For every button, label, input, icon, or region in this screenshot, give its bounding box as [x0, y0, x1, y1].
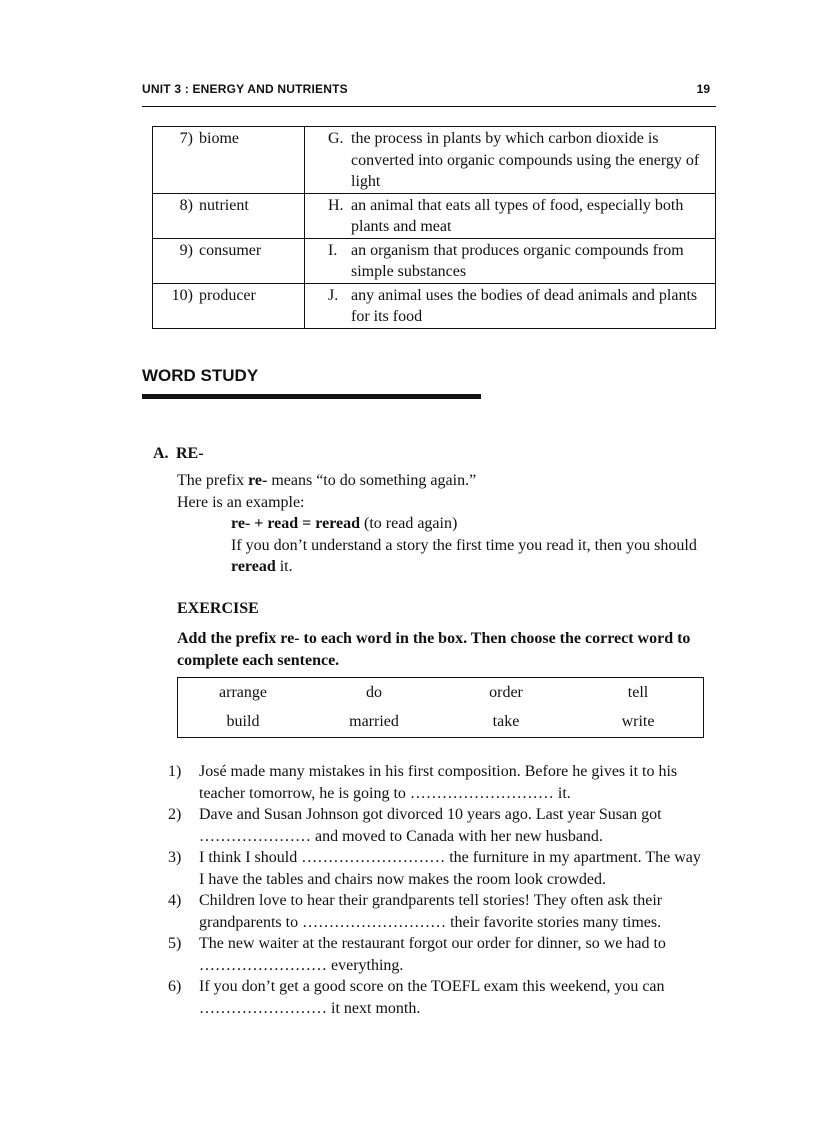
item-number: 10)	[171, 286, 193, 304]
item-number: 7)	[179, 130, 193, 147]
item-number: 6)	[168, 978, 182, 995]
term: nutrient	[199, 196, 249, 214]
item-text: José made many mistakes in his first composition. Before he gives it to his teacher tomorrow, he is going to ……………………… it.	[199, 763, 678, 802]
box-word: take	[492, 713, 520, 730]
term: producer	[199, 286, 256, 304]
list-item	[168, 761, 708, 804]
item-number: 4)	[168, 892, 182, 909]
intro-line-1	[177, 470, 476, 492]
item-number: 3)	[168, 849, 182, 866]
item-number: 2)	[168, 806, 182, 823]
header-divider	[142, 106, 716, 107]
running-title: UNIT 3 : ENERGY AND NUTRIENTS	[142, 82, 348, 96]
definition-letter: G.	[328, 130, 344, 147]
definition-letter: J.	[328, 286, 339, 304]
example-formula: re- + read = reread	[231, 515, 361, 532]
example-block	[231, 513, 721, 578]
definition-letter: H.	[328, 196, 344, 214]
text-run: The prefix	[177, 472, 249, 489]
table-row	[153, 127, 716, 194]
definition: an animal that eats all types of food, especially both plants and meat	[351, 196, 684, 235]
item-number: 1)	[168, 763, 182, 780]
definition-letter: I.	[328, 241, 338, 259]
list-item	[168, 976, 708, 1019]
definition: the process in plants by which carbon dioxide is converted into organic compounds using the energy of light	[351, 130, 700, 190]
item-number: 8)	[179, 196, 193, 214]
box-word: do	[366, 684, 382, 701]
list-item	[168, 847, 708, 890]
table-row	[153, 193, 716, 238]
table-row	[153, 283, 716, 328]
list-item	[168, 804, 708, 847]
word-box	[177, 677, 704, 738]
exercise-title: EXERCISE	[177, 600, 259, 617]
term: consumer	[199, 241, 262, 259]
intro-line-2: Here is an example:	[177, 493, 305, 511]
text-run: means “to do something again.”	[267, 472, 477, 489]
item-number: 5)	[168, 935, 182, 952]
item-text: If you don’t get a good score on the TOEFL exam this weekend, you can …………………… it next month.	[199, 978, 665, 1017]
item-number: 9)	[179, 241, 193, 259]
definition: an organism that produces organic compounds from simple substances	[351, 241, 684, 280]
definition: any animal uses the bodies of dead animals and plants for its food	[351, 286, 698, 325]
example-gloss: (to read again)	[360, 515, 458, 532]
intro-paragraph	[177, 470, 476, 513]
subsection-heading	[153, 443, 204, 465]
table-row	[153, 238, 716, 283]
prefix-term: re-	[248, 472, 268, 489]
exercise-list	[168, 761, 708, 1019]
item-text: The new waiter at the restaurant forgot our order for dinner, so we had to …………………… everything.	[199, 935, 666, 974]
matching-table	[152, 126, 716, 329]
text-run: it.	[275, 558, 293, 575]
list-item	[168, 933, 708, 976]
heading-underline	[142, 394, 481, 399]
item-text: Children love to hear their grandparents tell stories! They often ask their grandparents to ……………………… their favorite stories many times.	[199, 892, 663, 931]
list-item	[168, 890, 708, 933]
term: biome	[199, 130, 239, 147]
box-word: order	[489, 684, 523, 701]
example-sentence	[231, 535, 721, 578]
box-word: write	[621, 713, 655, 730]
box-word: married	[349, 713, 399, 730]
page-number: 19	[696, 82, 710, 96]
example-formula-line	[231, 513, 721, 535]
section-heading: WORD STUDY	[142, 366, 259, 385]
box-word: arrange	[219, 684, 267, 701]
box-word: build	[226, 713, 260, 730]
page-header	[142, 82, 716, 100]
exercise-instruction: Add the prefix re- to each word in the box. Then choose the correct word to complete each sentence.	[177, 630, 691, 669]
item-text: Dave and Susan Johnson got divorced 10 years ago. Last year Susan got ………………… and moved to Canada with her new husband.	[199, 806, 662, 845]
subsection-letter: A.	[153, 445, 169, 462]
subsection-title: RE-	[176, 445, 204, 462]
example-word: reread	[231, 558, 276, 575]
box-word: tell	[627, 684, 649, 701]
text-run: If you don’t understand a story the first time you read it, then you should	[231, 536, 697, 554]
item-text: I think I should ……………………… the furniture in my apartment. The way I have the tables and chairs now makes the room look crowded.	[199, 849, 701, 888]
